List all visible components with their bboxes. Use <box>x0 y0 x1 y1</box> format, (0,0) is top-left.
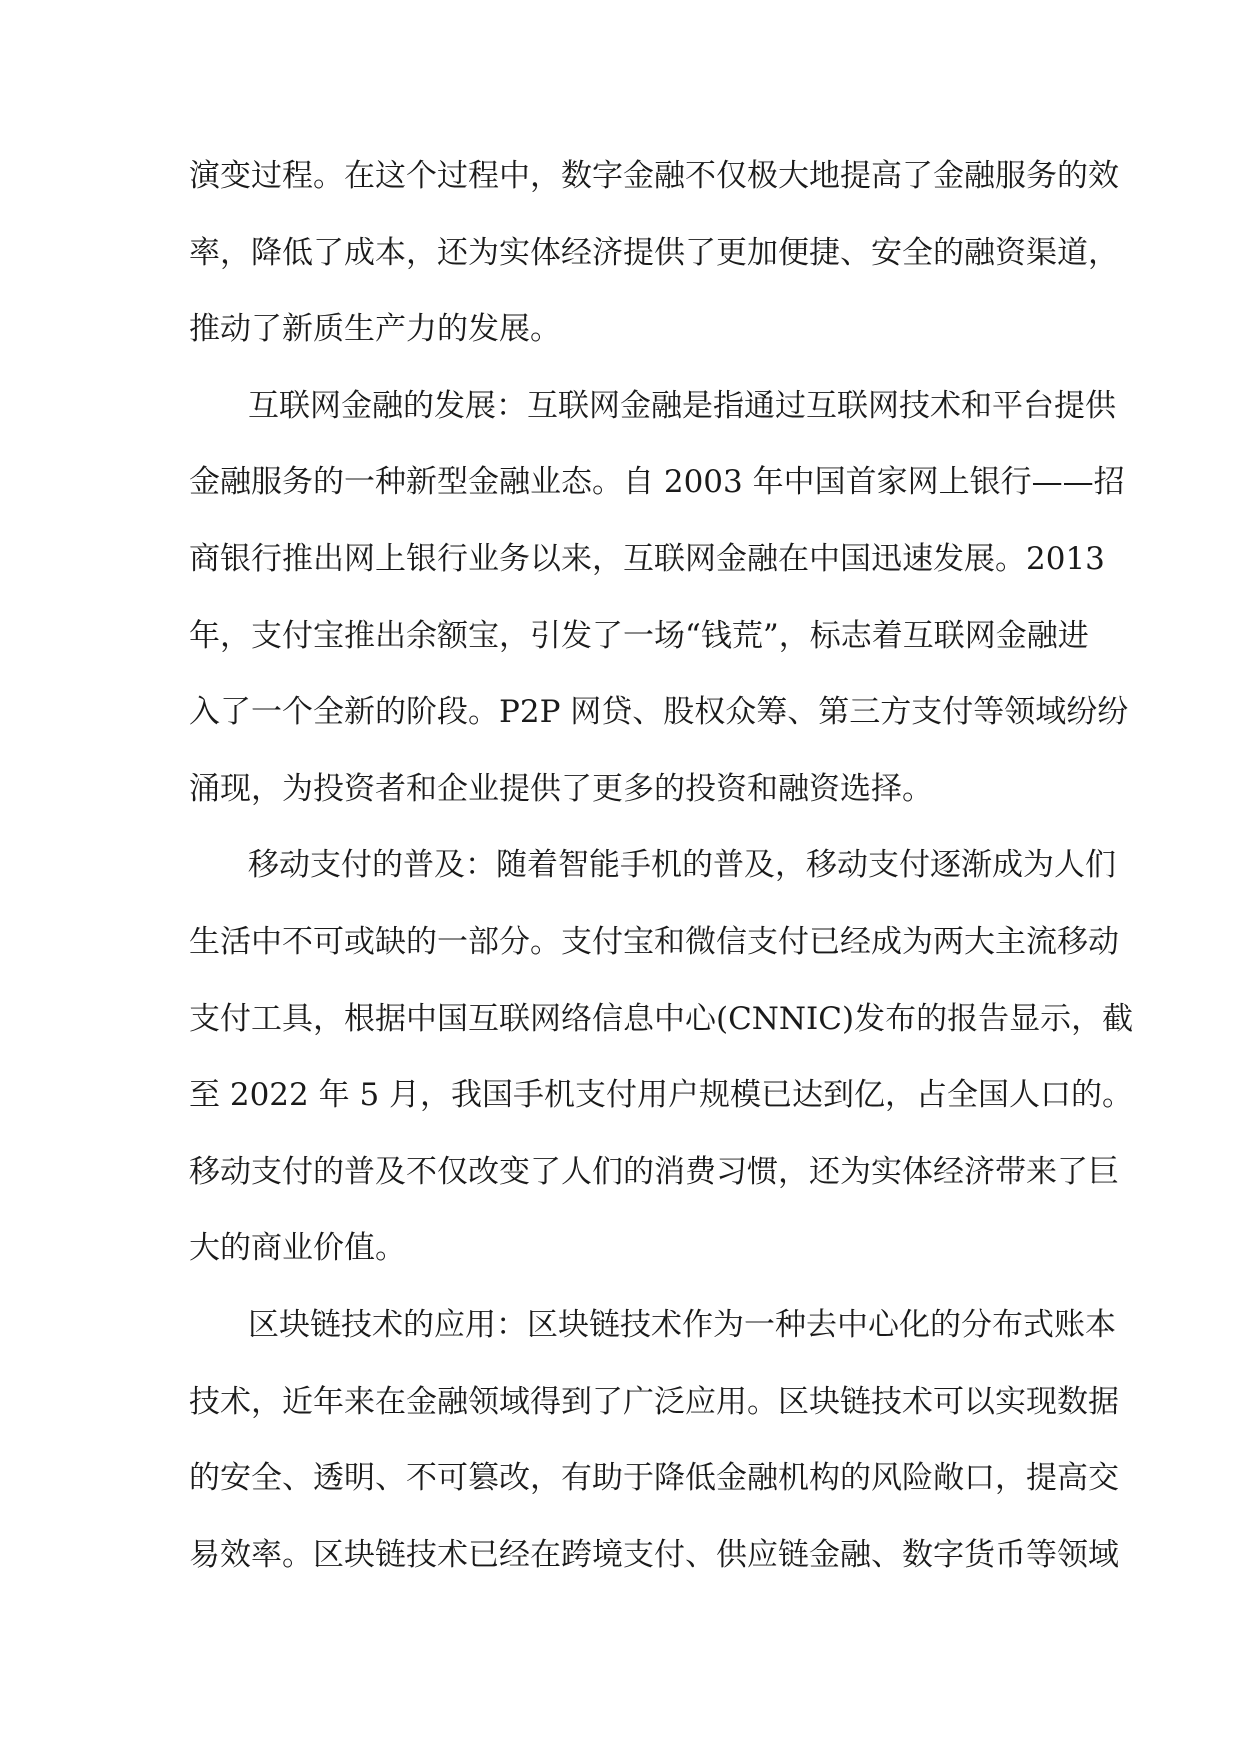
text-line: 互联网金融的发展：互联网金融是指通过互联网技术和平台提供 <box>248 387 1116 424</box>
text-line: 涌现，为投资者和企业提供了更多的投资和融资选择。 <box>189 770 933 807</box>
body-text <box>189 138 1134 1593</box>
text-line: 推动了新质生产力的发展。 <box>189 311 561 348</box>
text-line: 年，支付宝推出余额宝，引发了一场“钱荒”，标志着互联网金融进 <box>189 617 1089 654</box>
text-line: 演变过程。在这个过程中，数字金融不仅极大地提高了金融服务的效 <box>189 158 1119 194</box>
text-line: 移动支付的普及：随着智能手机的普及，移动支付逐渐成为人们 <box>248 847 1116 884</box>
text-line: 支付工具，根据中国互联网络信息中心(CNNIC)发布的报告显示，截 <box>189 1000 1134 1037</box>
text-line: 金融服务的一种新型金融业态。自 2003 年中国首家网上银行——招 <box>189 464 1125 501</box>
text-line: 易效率。区块链技术已经在跨境支付、供应链金融、数字货币等领域 <box>189 1536 1119 1573</box>
text-line: 的安全、透明、不可篡改，有助于降低金融机构的风险敞口，提高交 <box>189 1460 1119 1497</box>
text-line: 技术，近年来在金融领域得到了广泛应用。区块链技术可以实现数据 <box>189 1383 1119 1420</box>
text-line: 至 2022 年 5 月，我国手机支付用户规模已达到亿，占全国人口的。 <box>189 1077 1134 1114</box>
text-line: 大的商业价值。 <box>189 1230 406 1267</box>
text-line: 率，降低了成本，还为实体经济提供了更加便捷、安全的融资渠道， <box>189 234 1119 271</box>
text-line: 商银行推出网上银行业务以来，互联网金融在中国迅速发展。2013 <box>189 540 1105 577</box>
text-line: 入了一个全新的阶段。P2P 网贷、股权众筹、第三方支付等领域纷纷 <box>189 694 1129 731</box>
text-line: 区块链技术的应用：区块链技术作为一种去中心化的分布式账本 <box>248 1306 1116 1343</box>
text-line: 生活中不可或缺的一部分。支付宝和微信支付已经成为两大主流移动 <box>189 923 1119 960</box>
text-line: 移动支付的普及不仅改变了人们的消费习惯，还为实体经济带来了巨 <box>189 1153 1119 1190</box>
